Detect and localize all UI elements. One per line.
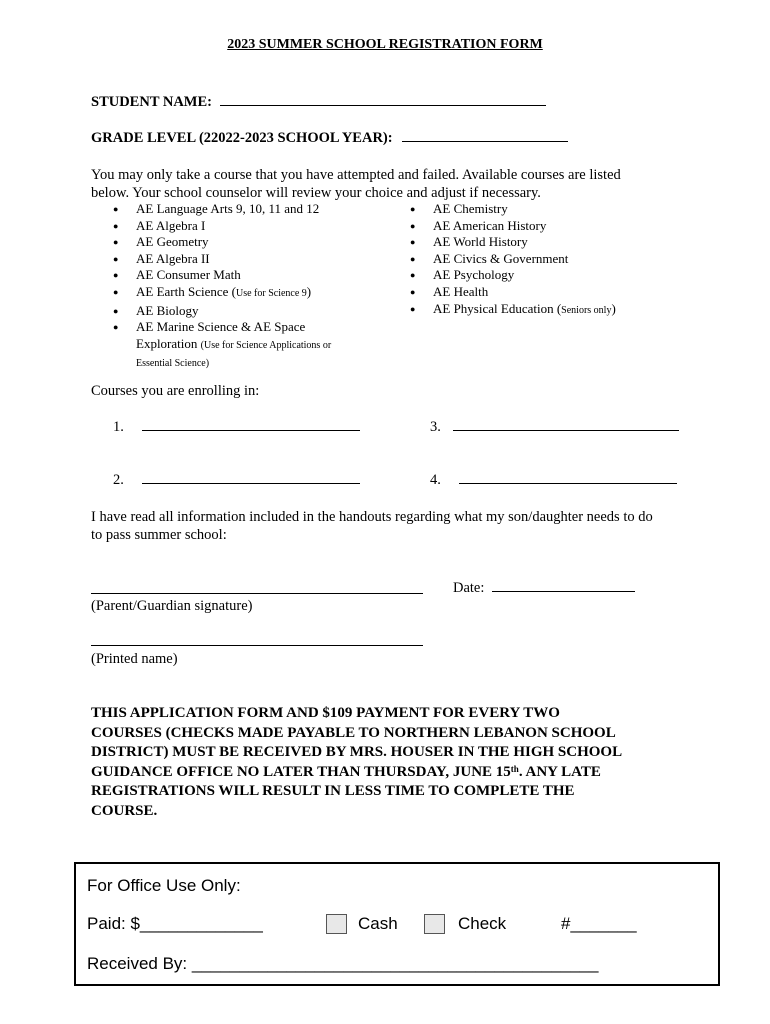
handouts-paragraph bbox=[91, 508, 653, 544]
course-item: ● AE Physical Education (Seniors only) bbox=[388, 301, 616, 320]
handouts-line-2: to pass summer school: bbox=[91, 527, 227, 543]
notice-line: COURSE. bbox=[91, 802, 158, 819]
grade-level-row bbox=[91, 130, 568, 147]
intro-paragraph bbox=[91, 166, 691, 202]
form-title: 2023 SUMMER SCHOOL REGISTRATION FORM bbox=[227, 37, 543, 52]
course-note: Use for Science 9 bbox=[235, 287, 307, 299]
enroll-number: 3. bbox=[430, 419, 441, 435]
course-item: ● AE Civics & Government bbox=[388, 251, 616, 268]
enroll-field-2[interactable] bbox=[142, 483, 360, 484]
intro-line-1: You may only take a course that you have attempted and failed. Available courses are listed bbox=[91, 167, 621, 183]
course-item: ● AE Algebra I bbox=[91, 218, 331, 235]
course-item: ● AE American History bbox=[388, 218, 616, 235]
course-note: Seniors only bbox=[561, 304, 612, 316]
deadline-notice bbox=[91, 704, 711, 822]
course-note: Essential Science) bbox=[136, 358, 210, 370]
student-name-field[interactable] bbox=[220, 105, 546, 106]
date-label: Date: bbox=[453, 580, 485, 596]
date-field[interactable] bbox=[492, 591, 635, 592]
enrolling-label: Courses you are enrolling in: bbox=[91, 383, 260, 399]
grade-level-label: GRADE LEVEL (22022-2023 SCHOOL YEAR): bbox=[91, 130, 393, 146]
printed-name-field[interactable] bbox=[91, 630, 423, 646]
check-checkbox[interactable] bbox=[424, 914, 445, 934]
course-item: ● AE Geometry bbox=[91, 234, 331, 251]
course-item: ● AE Earth Science (Use for Science 9) bbox=[91, 284, 331, 303]
enroll-row-2 bbox=[113, 471, 360, 489]
printed-name-label: (Printed name) bbox=[91, 651, 178, 667]
cash-label: Cash bbox=[358, 914, 398, 933]
course-item: ● AE Language Arts 9, 10, 11 and 12 bbox=[91, 201, 331, 218]
enroll-number: 2. bbox=[113, 472, 124, 488]
check-label: Check bbox=[458, 914, 507, 933]
check-number-field[interactable]: #_______ bbox=[561, 914, 637, 933]
date-row bbox=[453, 579, 635, 597]
enroll-number: 4. bbox=[430, 472, 441, 488]
course-item: ● AE Psychology bbox=[388, 267, 616, 284]
notice-line: COURSES (CHECKS MADE PAYABLE TO NORTHERN LEBANON SCHOOL bbox=[91, 724, 616, 741]
notice-line: GUIDANCE OFFICE NO LATER THAN THURSDAY, JUNE 15th. ANY LATE bbox=[91, 763, 601, 780]
course-list-left bbox=[91, 201, 331, 373]
notice-line: REGISTRATIONS WILL RESULT IN LESS TIME TO COMPLETE THE bbox=[91, 783, 575, 800]
enroll-field-4[interactable] bbox=[459, 483, 677, 484]
course-item-marine: ● AE Marine Science & AE Space Exploration (Use for Science Applications or Essential Science) bbox=[91, 319, 331, 373]
received-by-field[interactable]: Received By: ___________________________________________ bbox=[87, 954, 599, 973]
intro-line-2: below. Your school counselor will review your choice and adjust if necessary. bbox=[91, 185, 541, 201]
notice-line: DISTRICT) MUST BE RECEIVED BY MRS. HOUSER IN THE HIGH SCHOOL bbox=[91, 744, 623, 761]
enroll-row-4 bbox=[430, 471, 677, 489]
enroll-number: 1. bbox=[113, 419, 124, 435]
course-item: ● AE Chemistry bbox=[388, 201, 616, 218]
course-item: ● AE Biology bbox=[91, 303, 331, 320]
student-name-row bbox=[91, 94, 546, 111]
signature-field[interactable] bbox=[91, 578, 423, 594]
office-use-box bbox=[74, 862, 720, 986]
student-name-label: STUDENT NAME: bbox=[91, 94, 212, 110]
course-item: ● AE Algebra II bbox=[91, 251, 331, 268]
office-heading: For Office Use Only: bbox=[87, 876, 241, 895]
paid-field[interactable]: Paid: $_____________ bbox=[87, 914, 263, 933]
course-item: ● AE Health bbox=[388, 284, 616, 301]
signature-label: (Parent/Guardian signature) bbox=[91, 598, 253, 614]
course-item: ● AE Consumer Math bbox=[91, 267, 331, 284]
handouts-line-1: I have read all information included in the handouts regarding what my son/daughter needs to do bbox=[91, 509, 653, 525]
grade-level-field[interactable] bbox=[402, 141, 568, 142]
enroll-field-3[interactable] bbox=[453, 430, 679, 431]
enroll-row-1 bbox=[113, 418, 360, 436]
cash-checkbox[interactable] bbox=[326, 914, 347, 934]
enroll-row-3 bbox=[430, 418, 679, 436]
notice-line: THIS APPLICATION FORM AND $109 PAYMENT FOR EVERY TWO bbox=[91, 705, 560, 721]
course-item: ● AE World History bbox=[388, 234, 616, 251]
course-note: (Use for Science Applications or bbox=[200, 339, 332, 351]
course-list-right bbox=[388, 201, 616, 319]
enroll-field-1[interactable] bbox=[142, 430, 360, 431]
